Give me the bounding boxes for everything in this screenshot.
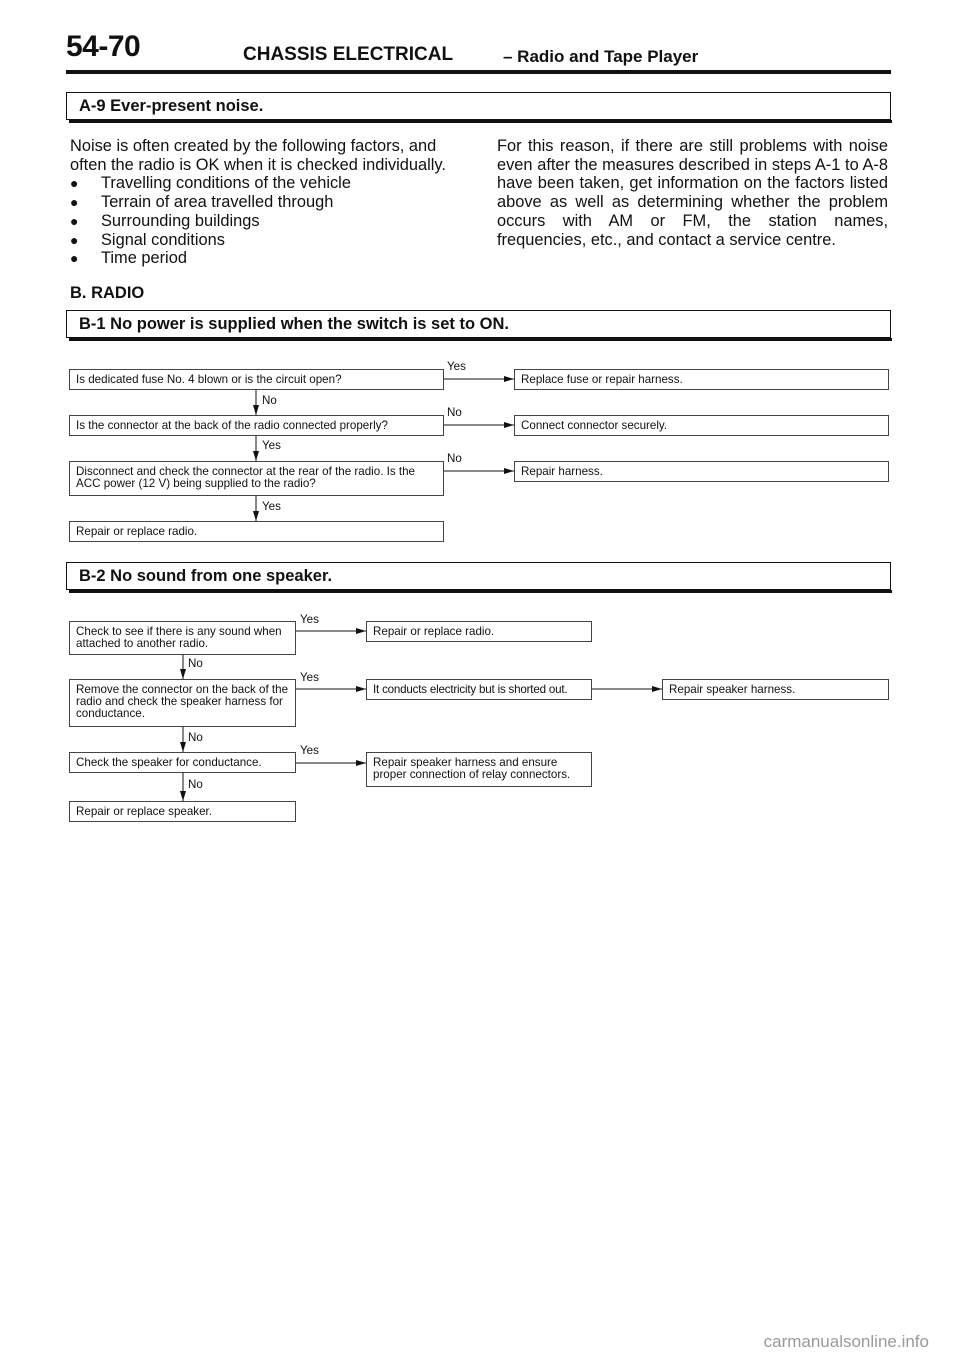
chapter-title: CHASSIS ELECTRICAL <box>243 44 454 65</box>
bullet-icon: ● <box>70 194 79 211</box>
b1-label-no-2: No <box>447 406 462 419</box>
b2-label-down-3: No <box>188 778 203 791</box>
bullet-icon: ● <box>70 212 79 229</box>
b2-label-yes-1: Yes <box>300 613 319 626</box>
b1-step-1: Is dedicated fuse No. 4 blown or is the circuit open? <box>69 369 444 390</box>
list-item: ● Surrounding buildings <box>70 211 260 230</box>
page-number: 54-70 <box>66 30 141 63</box>
b2-step-2: Remove the connector on the back of the radio and check the speaker harness for conductance. <box>69 679 296 727</box>
b1-result-2: Connect connector securely. <box>514 415 889 436</box>
radio-heading: B. RADIO <box>70 284 145 302</box>
b1-label-no-3: No <box>447 452 462 465</box>
list-item: ● Time period <box>70 249 187 268</box>
bullet-icon: ● <box>70 231 79 248</box>
b1-label-down-1: No <box>262 394 277 407</box>
b1-step-3: Disconnect and check the connector at the rear of the radio. Is the ACC power (12 V) being supplied to the radio? <box>69 461 444 496</box>
b2-step-3: Check the speaker for conductance. <box>69 752 296 773</box>
b2-label-down-2: No <box>188 731 203 744</box>
b2-title: B-2 No sound from one speaker. <box>79 567 333 585</box>
bullet-icon: ● <box>70 250 79 267</box>
b2-label-yes-3: Yes <box>300 744 319 757</box>
b1-label-down-2: Yes <box>262 439 281 452</box>
list-item: ● Signal conditions <box>70 230 225 249</box>
b2-final-result: Repair speaker harness. <box>662 679 889 700</box>
b2-step-4: Repair or replace speaker. <box>69 801 296 822</box>
b2-result-3: Repair speaker harness and ensure proper connection of relay connectors. <box>366 752 592 787</box>
b1-step-4: Repair or replace radio. <box>69 521 444 542</box>
watermark: carmanualsonline.info <box>763 1332 929 1351</box>
a9-title: A-9 Ever-present noise. <box>79 97 264 115</box>
section-title: – Radio and Tape Player <box>503 47 699 66</box>
b2-result-1: Repair or replace radio. <box>366 621 592 642</box>
b1-label-yes-1: Yes <box>447 360 466 373</box>
b2-label-yes-2: Yes <box>300 671 319 684</box>
b2-step-1: Check to see if there is any sound when attached to another radio. <box>69 621 296 655</box>
list-item: ● Travelling conditions of the vehicle <box>70 174 351 193</box>
b1-label-down-3: Yes <box>262 500 281 513</box>
bullet-icon: ● <box>70 175 79 192</box>
list-item: ● Terrain of area travelled through <box>70 193 334 212</box>
a9-intro-line-1: Noise is often created by the following factors, and <box>70 137 437 155</box>
b2-title-box <box>66 562 891 590</box>
b1-result-3: Repair harness. <box>514 461 889 482</box>
b2-result-2: It conducts electricity but is shorted out. <box>366 679 592 700</box>
a9-right-paragraph: For this reason, if there are still problems with noise even after the measures described in steps A-1 to A-8 have been taken, get information on the factors listed above as well as determining whether the problem occurs with AM or FM, the station names, frequencies, etc., and contact a service centre. <box>497 137 888 249</box>
b1-title: B-1 No power is supplied when the switch is set to ON. <box>79 315 509 333</box>
b1-result-1: Replace fuse or repair harness. <box>514 369 889 390</box>
a9-intro-line-2: often the radio is OK when it is checked individually. <box>70 155 446 174</box>
b2-label-down-1: No <box>188 657 203 670</box>
b1-step-2: Is the connector at the back of the radio connected properly? <box>69 415 444 436</box>
